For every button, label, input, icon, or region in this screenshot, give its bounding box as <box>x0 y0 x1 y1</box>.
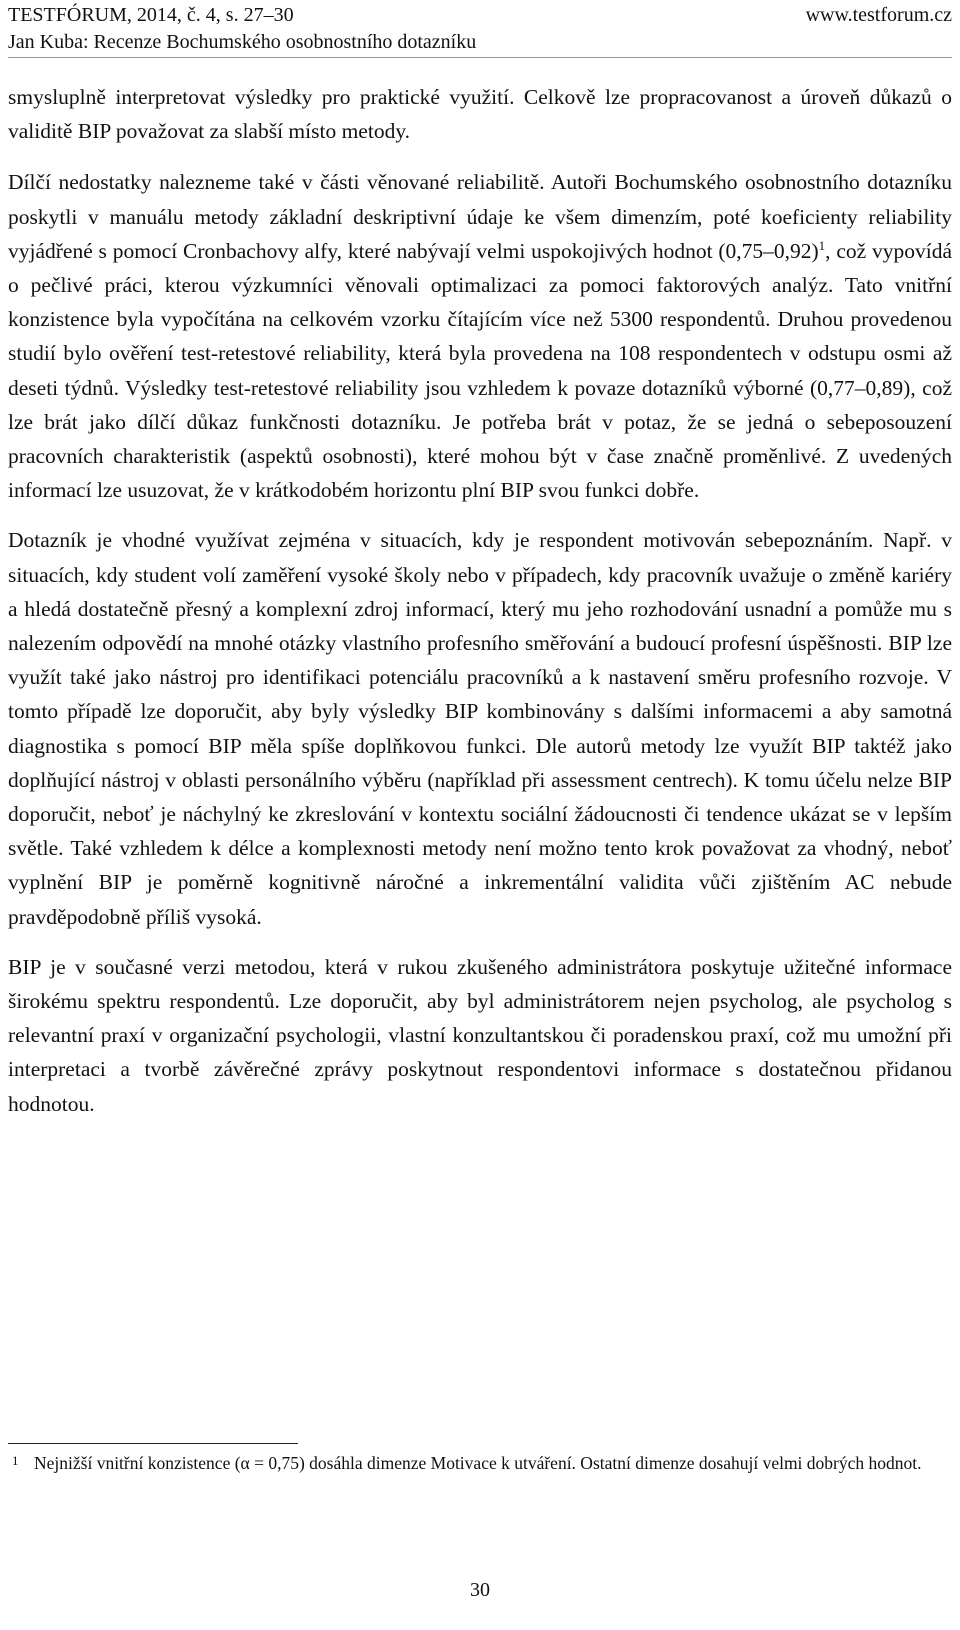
paragraph-reliability <box>8 165 952 507</box>
page-number: 30 <box>470 1579 490 1601</box>
footnote <box>8 1451 952 1475</box>
running-title: Jan Kuba: Recenze Bochumského osobnostního dotazníku <box>8 31 477 53</box>
footnote-reference[interactable]: 1 <box>818 237 826 253</box>
page-header <box>8 2 952 56</box>
paragraph-reliability-part1: Dílčí nedostatky nalezneme také v části věnované reliabilitě. Autoři Bochumského osobnostního dotazníku poskytli v manuálu metody základní deskriptivní údaje ke všem dimenzím, poté koeficienty reliability vyjádřené s pomocí Cronbachovy alfy, které nabývají velmi uspokojivých hodnot (0,75–0,92) <box>8 170 952 263</box>
paragraph-reliability-part2: , což vypovídá o pečlivé práci, kterou výzkumníci věnovali optimalizaci za pomoci faktorových analýz. Tato vnitřní konzistence byla vypočítána na celkovém vzorku čítajícím více než 5300 respondentů. Druhou provedenou studií bylo ověření test-retestové reliability, která byla provedena na 108 respondentech v odstupu osmi až deseti týdnů. Výsledky test-retestové reliability jsou vzhledem k povaze dotazníků výborné (0,77–0,89), což lze brát jako dílčí důkaz funkčnosti dotazníku. Je potřeba brát v potaz, že se jedná o sebeposouzení pracovních charakteristik (aspektů osobnosti), které mohou být v čase značně proměnlivé. Z uvedených informací lze usuzovat, že v krátkodobém horizontu plní BIP svou funkci dobře. <box>8 238 952 503</box>
paragraph-usage: Dotazník je vhodné využívat zejména v situacích, kdy je respondent motivován sebepoznáním. Např. v situacích, kdy student volí zaměření vysoké školy nebo v případech, kdy pracovník uvažuje o změně kariéry a hledá dostatečně přesný a komplexní zdroj informací, který mu jeho rozhodování usnadní a pomůže mu s nalezením odpovědí na mnohé otázky vlastního profesního směřování a budoucí profesní úspěšnosti. BIP lze využít také jako nástroj pro identifikaci potenciálu pracovníků a k nastavení směru profesního rozvoje. V tomto případě lze doporučit, aby byly výsledky BIP kombinovány s dalšími informacemi a aby samotná diagnostika s pomocí BIP měla spíše doplňkovou funkci. Dle autorů metody lze využít BIP taktéž jako doplňující nástroj v oblasti personálního výběru (například při assessment centrech). K tomu účelu nelze BIP doporučit, neboť je náchylný ke zkreslování v kontextu sociální žádoucnosti či tendence ukázat se v lepším světle. Také vzhledem k délce a komplexnosti metody není možno tento krok považovat za vhodný, neboť vyplnění BIP je poměrně kognitivně náročné a inkrementální validita vůči zjištěním AC nebude pravděpodobně příliš vysoká. <box>8 528 952 929</box>
journal-citation: TESTFÓRUM, 2014, č. 4, s. 27–30 <box>8 4 294 26</box>
article-body <box>8 80 952 1137</box>
journal-website[interactable]: www.testforum.cz <box>805 4 952 26</box>
footnote-text: Nejnižší vnitřní konzistence (α = 0,75) dosáhla dimenze Motivace k utváření. Ostatní dimenze dosahují velmi dobrých hodnot. <box>34 1453 922 1473</box>
header-top-row <box>8 2 952 29</box>
footnote-mark: 1 <box>12 1453 19 1468</box>
header-divider <box>8 57 952 58</box>
footnote-divider <box>8 1443 298 1444</box>
paragraph-validity-conclusion: smysluplně interpretovat výsledky pro praktické využití. Celkově lze propracovanost a úroveň důkazů o validitě BIP považovat za slabší místo metody. <box>8 85 952 144</box>
paragraph-conclusion: BIP je v současné verzi metodou, která v rukou zkušeného administrátora poskytuje užitečné informace širokému spektru respondentů. Lze doporučit, aby byl administrátorem nejen psycholog, ale psycholog s relevantní praxí v organizační psychologii, vlastní konzultantskou či poradenskou praxí, což mu umožní při interpretaci a tvorbě závěrečné zprávy poskytnout respondentovi informace s dostatečnou přidanou hodnotou. <box>8 954 952 1116</box>
